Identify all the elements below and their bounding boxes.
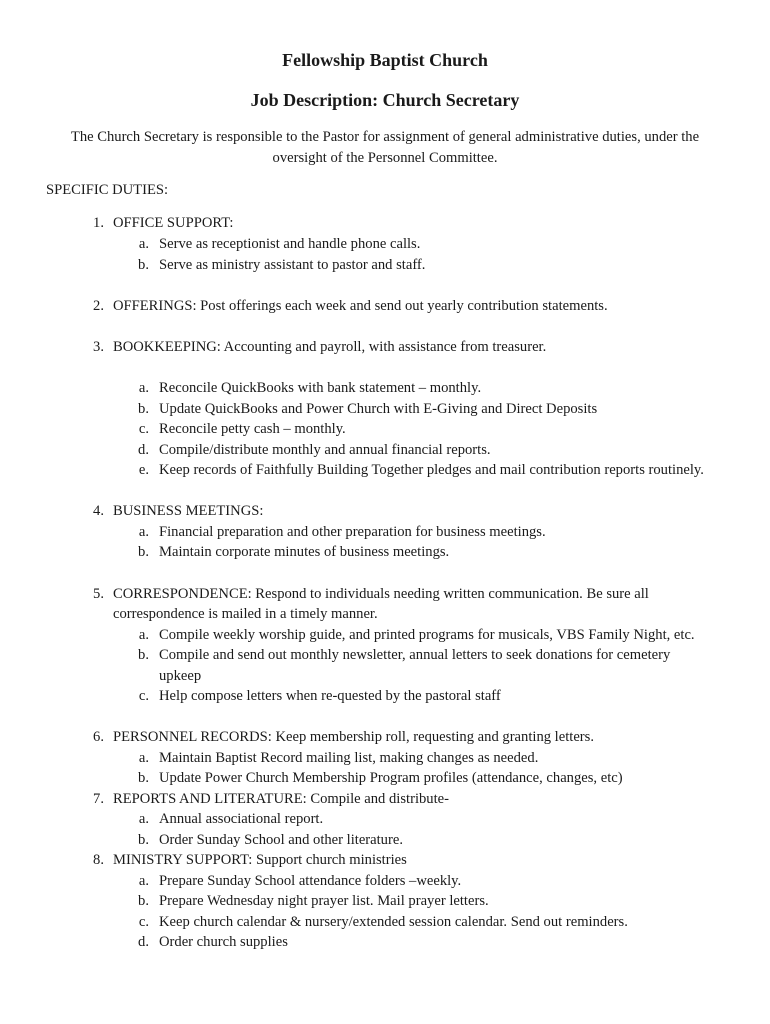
intro-line-2: oversight of the Personnel Committee. <box>272 149 498 166</box>
item-letter: a. <box>138 627 149 643</box>
list-item: Order church supplies <box>159 934 288 950</box>
section-number: 6. <box>93 729 104 745</box>
section-heading: CORRESPONDENCE: Respond to individuals needing written communication. Be sure all <box>113 586 649 602</box>
item-letter: a. <box>138 236 149 252</box>
section-number: 1. <box>93 215 104 231</box>
list-item: Prepare Sunday School attendance folders –weekly. <box>159 873 462 889</box>
section-heading: PERSONNEL RECORDS: Keep membership roll, requesting and granting letters. <box>113 729 594 745</box>
list-item: Financial preparation and other preparation for business meetings. <box>159 524 546 540</box>
list-item: Prepare Wednesday night prayer list. Mail prayer letters. <box>159 893 489 909</box>
specific-duties-heading: SPECIFIC DUTIES: <box>46 182 169 198</box>
list-item: Keep church calendar & nursery/extended session calendar. Send out reminders. <box>159 914 628 930</box>
church-name-heading: Fellowship Baptist Church <box>282 50 488 70</box>
item-letter: c. <box>138 421 149 437</box>
document-title: Job Description: Church Secretary <box>250 90 520 110</box>
list-item: Update Power Church Membership Program profiles (attendance, changes, etc) <box>159 770 623 786</box>
list-item: Help compose letters when re-quested by the pastoral staff <box>159 688 501 704</box>
item-letter: a. <box>138 380 149 396</box>
item-letter: c. <box>138 914 149 930</box>
item-letter: d. <box>138 442 149 458</box>
item-letter: a. <box>138 524 149 540</box>
list-item-continued: upkeep <box>159 668 202 684</box>
list-item: Reconcile QuickBooks with bank statement – monthly. <box>159 380 482 396</box>
item-letter: c. <box>138 688 149 704</box>
item-letter: b. <box>138 401 149 417</box>
item-letter: b. <box>138 647 149 663</box>
item-letter: b. <box>138 257 149 273</box>
item-letter: b. <box>138 893 149 909</box>
item-letter: b. <box>138 770 149 786</box>
section-heading: OFFICE SUPPORT: <box>113 215 234 231</box>
section-heading: MINISTRY SUPPORT: Support church ministries <box>113 852 407 868</box>
section-heading: OFFERINGS: Post offerings each week and send out yearly contribution statements. <box>113 298 608 314</box>
item-letter: a. <box>138 750 149 766</box>
list-item: Maintain Baptist Record mailing list, making changes as needed. <box>159 750 539 766</box>
item-letter: b. <box>138 832 149 848</box>
list-item: Reconcile petty cash – monthly. <box>159 421 346 437</box>
section-number: 5. <box>93 586 104 602</box>
section-number: 4. <box>93 503 104 519</box>
item-letter: e. <box>138 462 149 478</box>
list-item: Serve as ministry assistant to pastor and staff. <box>159 257 426 273</box>
list-item: Compile/distribute monthly and annual financial reports. <box>159 442 491 458</box>
section-heading: BUSINESS MEETINGS: <box>113 503 264 519</box>
section-number: 2. <box>93 298 104 314</box>
section-number: 7. <box>93 791 104 807</box>
intro-paragraph <box>40 127 730 168</box>
item-letter: d. <box>138 934 149 950</box>
item-letter: b. <box>138 544 149 560</box>
intro-line-1: The Church Secretary is responsible to the Pastor for assignment of general administrative duties, under the <box>70 129 700 145</box>
list-item: Serve as receptionist and handle phone calls. <box>159 236 421 252</box>
item-letter: a. <box>138 873 149 889</box>
section-number: 8. <box>93 852 104 868</box>
section-heading: REPORTS AND LITERATURE: Compile and distribute- <box>113 791 449 807</box>
list-item: Update QuickBooks and Power Church with E-Giving and Direct Deposits <box>159 401 598 417</box>
item-letter: a. <box>138 811 149 827</box>
list-item: Compile weekly worship guide, and printed programs for musicals, VBS Family Night, etc. <box>159 627 695 643</box>
list-item: Annual associational report. <box>159 811 324 827</box>
list-item: Compile and send out monthly newsletter, annual letters to seek donations for cemetery <box>159 647 671 663</box>
section-heading-continued: correspondence is mailed in a timely manner. <box>113 606 378 622</box>
section-number: 3. <box>93 339 104 355</box>
list-item: Order Sunday School and other literature. <box>159 832 403 848</box>
list-item: Maintain corporate minutes of business meetings. <box>159 544 450 560</box>
section-heading: BOOKKEEPING: Accounting and payroll, with assistance from treasurer. <box>113 339 547 355</box>
list-item: Keep records of Faithfully Building Together pledges and mail contribution reports routinely. <box>159 462 704 478</box>
